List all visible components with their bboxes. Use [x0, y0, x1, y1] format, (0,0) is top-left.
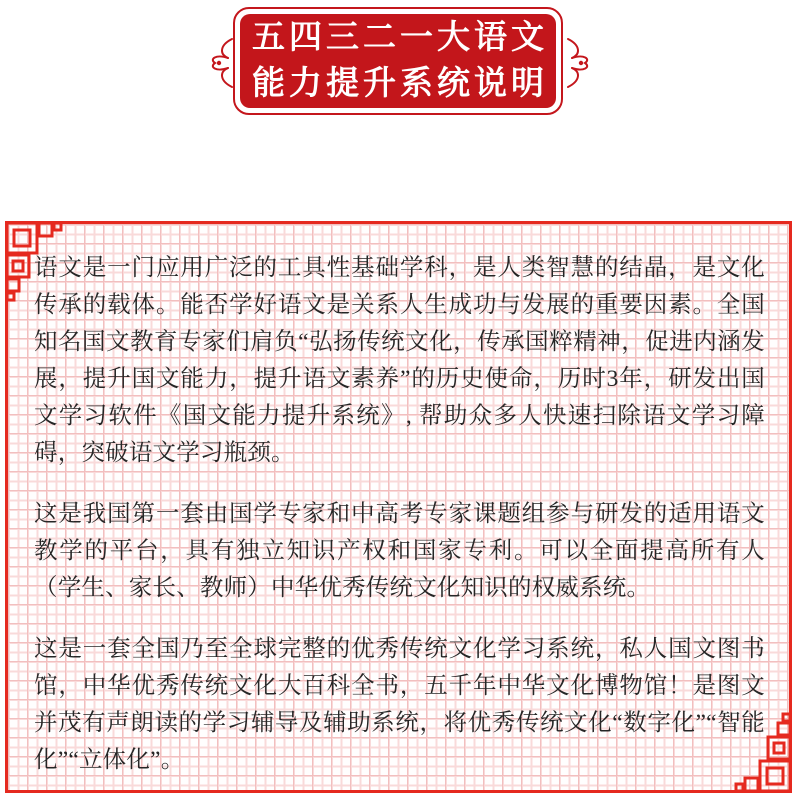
banner-box	[233, 7, 563, 115]
ruyi-flourish-right-icon	[566, 37, 596, 89]
banner-title-line1: 五四三二一大语文	[252, 20, 548, 56]
paragraph-1: 语文是一门应用广泛的工具性基础学科，是人类智慧的结晶，是文化传承的载体。能否学好语文是关系人生成功与发展的重要因素。全国知名国文教育专家们肩负“弘扬传统文化，传承国粹精神，促进内涵发展，提升国文能力，提升语文素养”的历史使命，历时3年，研发出国文学习软件《国文能力提升系统》, 帮助众多人快速扫除语文学习障碍，突破语文学习瓶颈。	[34, 255, 765, 466]
title-banner	[0, 0, 800, 126]
ruyi-flourish-left-icon	[204, 37, 234, 89]
banner-background	[240, 14, 556, 108]
paragraph-3: 这是一套全国乃至全球完整的优秀传统文化学习系统，私人国文图书馆，中华优秀传统文化大百科全书，五千年中华文化博物馆！是图文并茂有声朗读的学习辅导及辅助系统，将优秀传统文化“数字化”“智能化”“立体化”。	[34, 636, 765, 773]
paragraph-2: 这是我国第一套由国学专家和中高考专家课题组参与研发的适用语文教学的平台，具有独立知识产权和国家专利。可以全面提高所有人（学生、家长、教师）中华优秀传统文化知识的权威系统。	[34, 501, 765, 601]
description-text	[8, 224, 789, 790]
banner-title-line2: 能力提升系统说明	[252, 66, 548, 102]
content-panel	[5, 221, 792, 793]
